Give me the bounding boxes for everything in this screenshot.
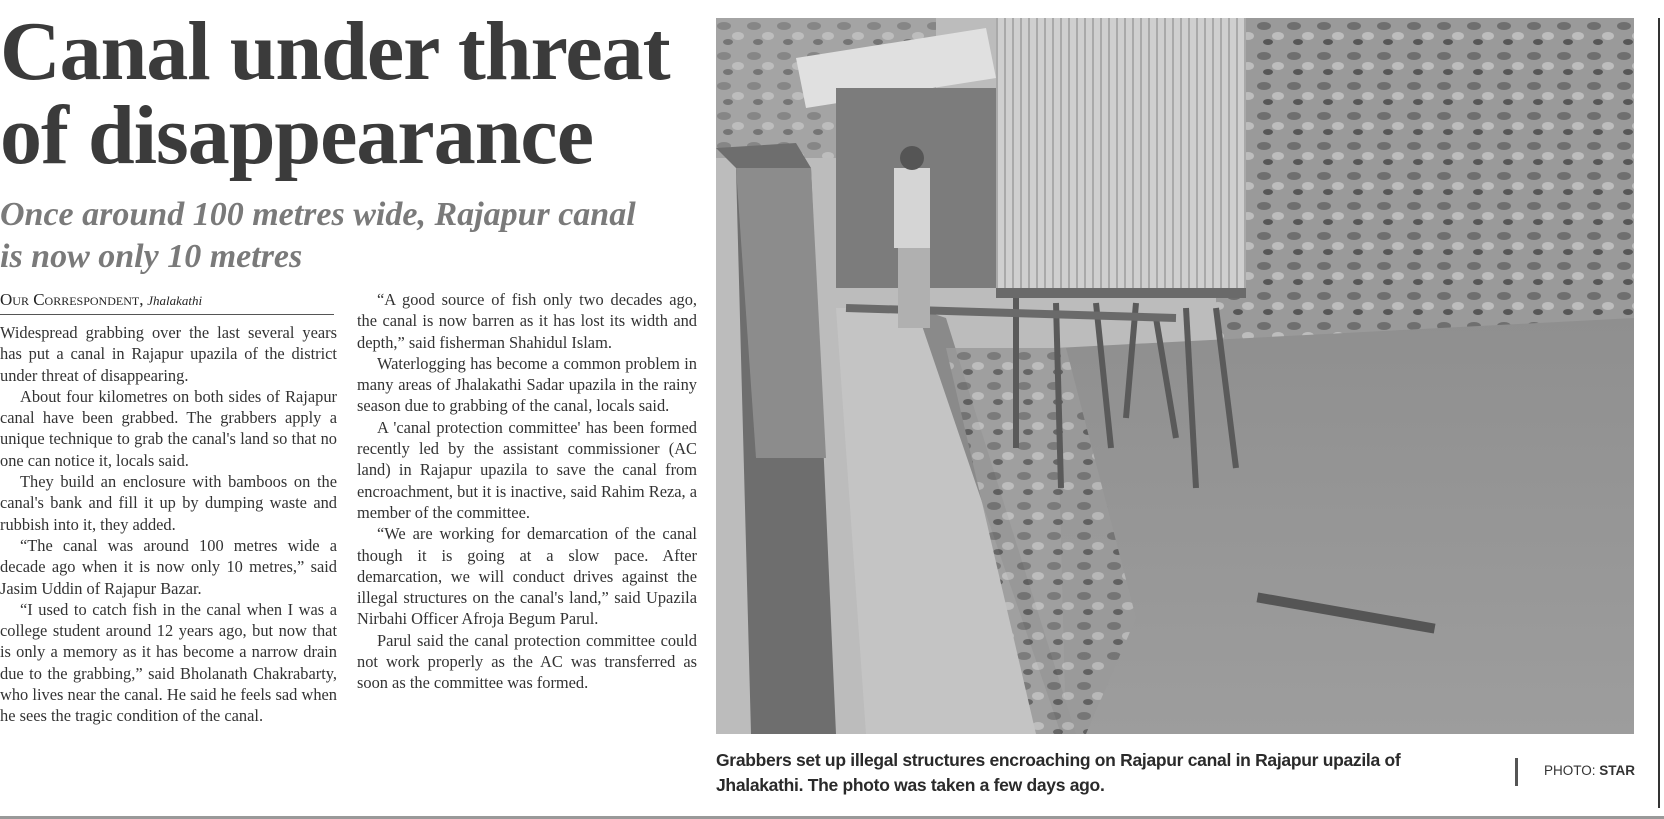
article-photo bbox=[716, 18, 1634, 734]
article-column-2 bbox=[357, 289, 697, 694]
photo-credit bbox=[1544, 763, 1635, 778]
article-column-1 bbox=[0, 322, 337, 727]
photo-caption: Grabbers set up illegal structures encroaching on Rajapur canal in Rajapur upazila of Jhalakathi. The photo was taken a few days ago. bbox=[716, 750, 1401, 795]
article-subheadline bbox=[0, 194, 680, 278]
paragraph: They build an enclosure with bamboos on the canal's bank and fill it up by dumping waste and rubbish into it, they added. bbox=[0, 472, 337, 534]
canal-photo-illustration bbox=[716, 18, 1634, 734]
paragraph: Widespread grabbing over the last several years has put a canal in Rajapur upazila of the district under threat of disappearing. bbox=[0, 323, 337, 385]
byline bbox=[0, 290, 334, 315]
column-divider bbox=[1658, 18, 1660, 808]
paragraph: Waterlogging has become a common problem in many areas of Jhalakathi Sadar upazila in the rainy season due to grabbing of the canal, locals said. bbox=[357, 353, 697, 416]
paragraph: Parul said the canal protection committee could not work properly as the AC was transferred as soon as the committee was formed. bbox=[357, 630, 697, 693]
photo-credit-label: PHOTO: bbox=[1544, 763, 1600, 778]
headline-line-2: of disappearance bbox=[0, 89, 593, 182]
paragraph: “I used to catch fish in the canal when I was a college student around 12 years ago, but now that is only a memory as it has become a narrow drain due to the grabbing,” said Bholanath Chakrabarty, who lives near the canal. He said he feels sad when he sees the tragic condition of the canal. bbox=[0, 599, 337, 726]
article-headline bbox=[0, 5, 700, 182]
subheadline-line-1: Once around 100 metres wide, Rajapur canal bbox=[0, 196, 636, 233]
paragraph: “A good source of fish only two decades ago, the canal is now barren as it has lost its width and depth,” said fisherman Shahidul Islam. bbox=[357, 290, 697, 352]
paragraph: A 'canal protection committee' has been formed recently led by the assistant commissioner (AC land) in Rajapur upazila to save the canal from encroachment, but it is inactive, said Rahim Reza, a member of the committee. bbox=[357, 417, 697, 522]
paragraph: “We are working for demarcation of the canal though it is going at a slow pace. After demarcation, we will conduct drives against the illegal structures on the canal's land,” said Upazila Nirbahi Officer Afroja Begum Parul. bbox=[357, 524, 697, 629]
photo-credit-source: STAR bbox=[1599, 763, 1636, 778]
credit-divider bbox=[1515, 758, 1518, 786]
byline-location: Jhalakathi bbox=[147, 293, 203, 308]
paragraph: “The canal was around 100 metres wide a decade ago when it is now only 10 metres,” said Jasim Uddin of Rajapur Bazar. bbox=[0, 535, 337, 598]
paragraph: About four kilometres on both sides of Rajapur canal have been grabbed. The grabbers apply a unique technique to grab the canal's land so that no one can notice it, locals said. bbox=[0, 386, 337, 470]
headline-line-1: Canal under threat bbox=[0, 5, 670, 98]
subheadline-line-2: is now only 10 metres bbox=[0, 238, 303, 275]
byline-author: Our Correspondent, bbox=[0, 290, 144, 309]
